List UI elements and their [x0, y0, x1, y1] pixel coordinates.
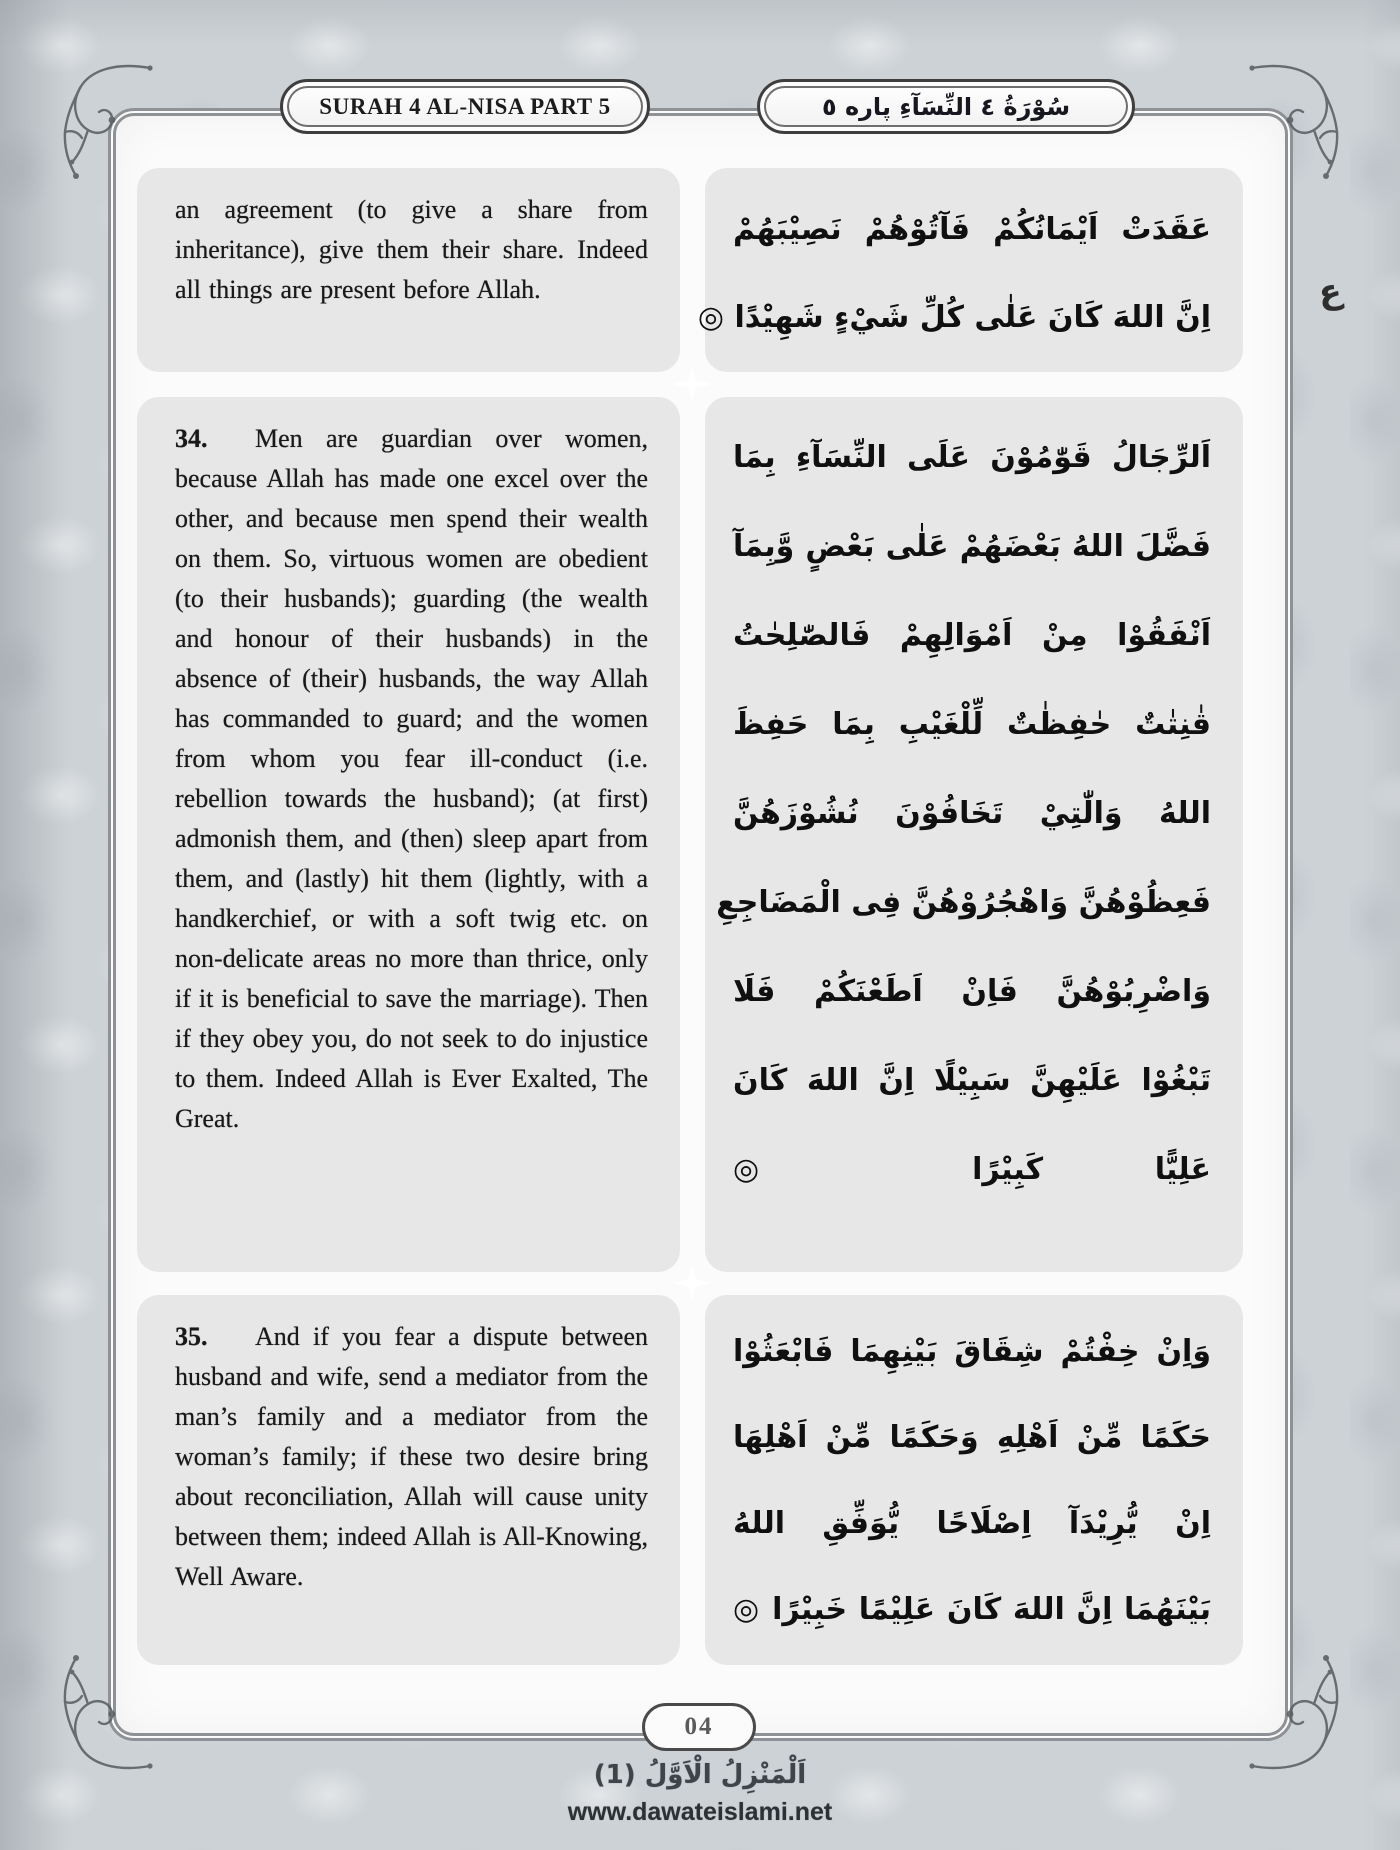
- arabic-line: عَقَدَتْ اَيْمَانُكُمْ فَآتُوْهُمْ نَصِيْبَهُمْ: [733, 212, 1211, 247]
- arabic-line: بَيْنَهُمَا اِنَّ اللهَ كَانَ عَلِيْمًا خَبِيْرًا ◎: [733, 1592, 1211, 1627]
- translation-text: [175, 190, 648, 310]
- page-number-pill: [642, 1703, 756, 1751]
- corner-flourish-icon: [1248, 1646, 1344, 1776]
- corner-flourish-icon: [1248, 58, 1344, 188]
- arabic-line: فَضَّلَ اللهُ بَعْضَهُمْ عَلٰى بَعْضٍ وَّبِمَآ: [733, 529, 1211, 564]
- arabic-line: تَبْغُوْا عَلَيْهِنَّ سَبِيْلًا اِنَّ اللهَ كَانَ: [733, 1063, 1211, 1098]
- translation-text: [175, 1317, 648, 1597]
- surah-title-english: SURAH 4 AL-NISA PART 5: [319, 93, 611, 119]
- arabic-block-v34: [705, 397, 1243, 1272]
- arabic-line: اَلرِّجَالُ قَوّٰمُوْنَ عَلَى النِّسَآءِ بِمَا: [733, 440, 1211, 475]
- translation-block-v33: [137, 168, 680, 372]
- arabic-line: فَعِظُوْهُنَّ وَاهْجُرُوْهُنَّ فِى الْمَضَاجِعِ: [716, 885, 1211, 920]
- corner-flourish-icon: [58, 58, 154, 188]
- verse-number: 34.: [175, 424, 208, 453]
- arabic-line: قٰنِتٰتٌ حٰفِظٰتٌ لِّلْغَيْبِ بِمَا حَفِظَ: [733, 707, 1211, 742]
- verse-translation: And if you fear a dispute between husband and wife, send a mediator from the man’s family and a mediator from the woman’s family; if these two desire bring about reconciliation, Allah will cause unity between them; indeed Allah is All-Knowing, Well Aware.: [175, 1322, 648, 1591]
- verse-number: 35.: [175, 1322, 208, 1351]
- verse-translation: an agreement (to give a share from inheritance), give them their share. Indeed all things are present before Allah.: [175, 195, 648, 304]
- arabic-line: اَنْفَقُوْا مِنْ اَمْوَالِهِمْ فَالصّٰلِحٰتُ: [733, 618, 1211, 653]
- page-number: 04: [684, 1713, 714, 1740]
- arabic-line: حَكَمًا مِّنْ اَهْلِهِ وَحَكَمًا مِّنْ اَهْلِهَا: [733, 1420, 1211, 1455]
- translation-block-v34: [137, 397, 680, 1272]
- manzil-label: اَلْمَنْزِلُ الْاَوَّلُ (1): [593, 1760, 807, 1790]
- corner-flourish-icon: [58, 1646, 154, 1776]
- arabic-line: اِنَّ اللهَ كَانَ عَلٰى كُلِّ شَيْءٍ شَهِيْدًا ◎: [697, 300, 1211, 335]
- arabic-block-v33: [697, 168, 1243, 372]
- arabic-line: وَاضْرِبُوْهُنَّ فَاِنْ اَطَعْنَكُمْ فَلَا: [733, 974, 1211, 1009]
- arabic-line: وَاِنْ خِفْتُمْ شِقَاقَ بَيْنِهِمَا فَابْعَثُوْا: [733, 1334, 1211, 1369]
- arabic-block-v35: [705, 1295, 1243, 1665]
- header-title-pill-english: [280, 79, 650, 134]
- surah-title-arabic: سُوْرَةُ ٤ النِّسَآءِ پاره ٥: [821, 92, 1071, 121]
- website-url: www.dawateislami.net: [567, 1798, 833, 1826]
- arabic-line: عَلِيًّا كَبِيْرًا ◎: [733, 1152, 1211, 1187]
- header-title-pill-arabic: [757, 79, 1135, 134]
- arabic-line: اللهُ وَالّٰتِيْ تَخَافُوْنَ نُشُوْزَهُنَّ: [733, 796, 1211, 831]
- ruku-marker: ع: [1316, 270, 1344, 314]
- translation-block-v35: [137, 1295, 680, 1665]
- translation-text: [175, 419, 648, 1139]
- verse-translation: Men are guardian over women, because Allah has made one excel over the other, and because men spend their wealth on them. So, virtuous women are obedient (to their husbands); guarding (the wealth and honour of their husbands) in the absence of (their) husbands, the way Allah has commanded to guard; and the women from whom you fear ill-conduct (i.e. rebellion towards the husband); (at first) admonish them, and (then) sleep apart from them, and (lastly) hit them (lightly, with a handkerchief, or with a soft twig etc. on non-delicate areas no more than thrice, only if it is beneficial to save the marriage). Then if they obey you, do not seek to do injustice to them. Indeed Allah is Ever Exalted, The Great.: [175, 424, 648, 1133]
- arabic-line: اِنْ يُّرِيْدَآ اِصْلَاحًا يُّوَفِّقِ اللهُ: [733, 1506, 1211, 1541]
